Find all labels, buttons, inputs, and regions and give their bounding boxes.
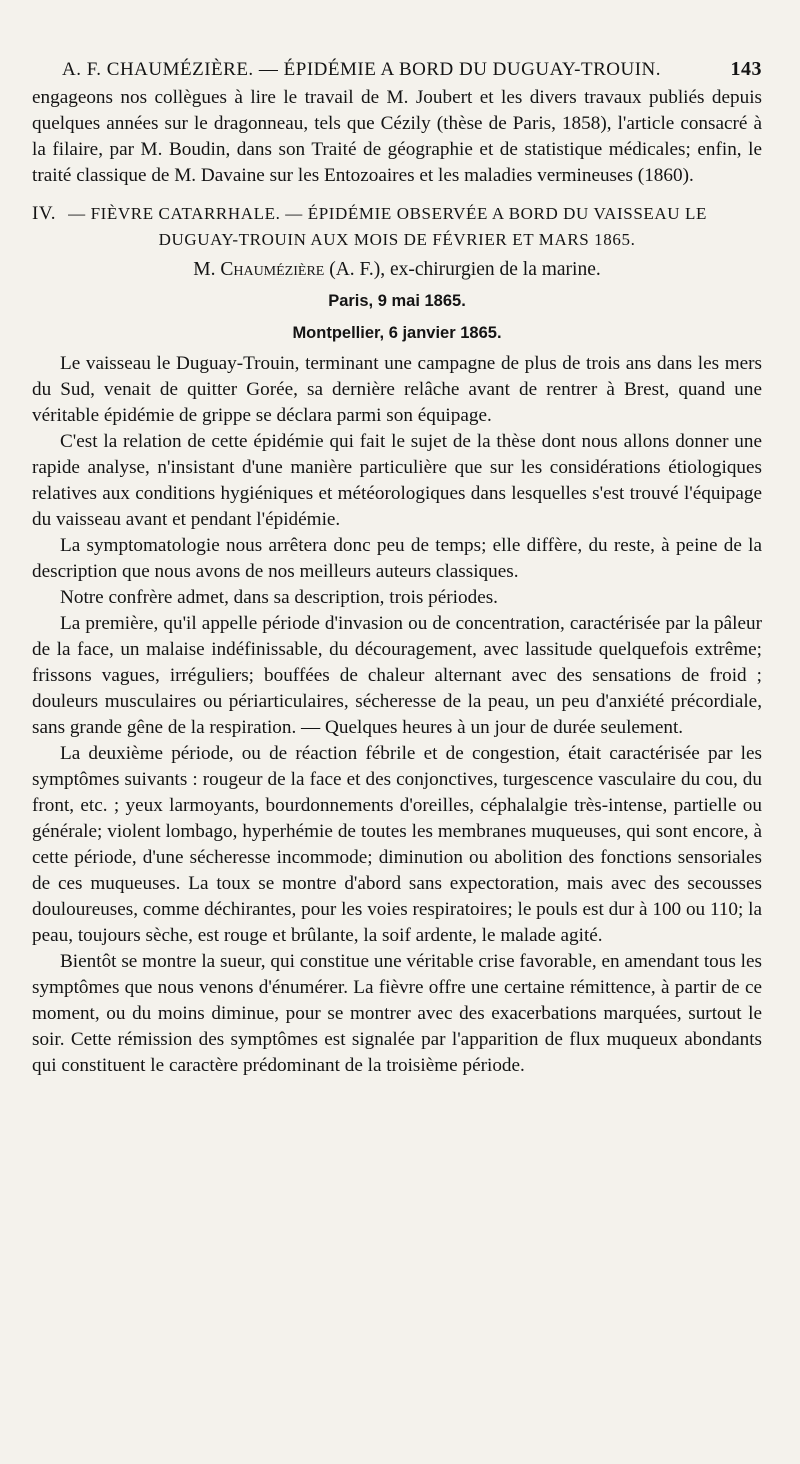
place-date-paris: Paris, 9 mai 1865. — [328, 292, 466, 310]
author-name: Chaumézière — [220, 259, 325, 280]
place-date-montpellier: Montpellier, 6 janvier 1865. — [292, 324, 502, 342]
section-heading — [32, 201, 762, 253]
paragraph-2: C'est la relation de cette épidémie qui fait le sujet de la thèse dont nous allons donner une rapide analyse, n'insistant d'une manière particulière que sur les considérations étiologiques relatives aux conditions hygiéniques et météorologiques dans lesquelles s'est trouvé l'équipage du vaisseau avant et pendant l'épidémie. — [32, 431, 762, 530]
section-number: IV. — [32, 203, 57, 224]
paragraph-1: Le vaisseau le Duguay-Trouin, terminant une campagne de plus de trois ans dans les mers du Sud, venait de quitter Gorée, sa dernière relâche avant de rentrer à Brest, quand une véritable épidémie de grippe se déclara parmi son équipage. — [32, 353, 762, 426]
author-prefix: M. — [193, 259, 216, 280]
author-suffix: (A. F.), ex-chirurgien de la marine. — [329, 259, 601, 280]
running-header — [32, 58, 762, 81]
paragraph-4: Notre confrère admet, dans sa description, trois périodes. — [60, 587, 498, 608]
paragraph-6: La deuxième période, ou de réaction fébrile et de congestion, était caractérisée par les symptômes suivants : rougeur de la face et des conjonctives, turgescence vasculaire du cou, du front, etc. ; yeux larmoyants, bourdonnements d'oreilles, céphalalgie très-intense, partielle ou générale; violent lombago, hyperhémie de toutes les membranes muqueuses, qui sont encore, à cette période, d'une sécheresse incommode; diminution ou abolition des fonctions sensoriales de ces muqueuses. La toux se montre d'abord sans expectoration, mais avec des secousses douloureuses, comme déchirantes, pour les voies respiratoires; le pouls est dur à 100 ou 110; la peau, toujours sèche, est rouge et brûlante, la soif ardente, le malade agité. — [32, 743, 762, 946]
section-title-line-1: — FIÈVRE CATARRHALE. — ÉPIDÉMIE OBSERVÉE A BORD DU VAISSEAU LE — [68, 204, 707, 223]
page-number: 143 — [730, 58, 762, 80]
paragraph-3: La symptomatologie nous arrêtera donc peu de temps; elle diffère, du reste, à peine de la description que nous avons de nos meilleurs auteurs classiques. — [32, 535, 762, 582]
author-line — [32, 257, 762, 283]
section-title-line-2: DUGUAY-TROUIN AUX MOIS DE FÉVRIER ET MARS 1865. — [158, 230, 636, 249]
intro-paragraph: engageons nos collègues à lire le travail de M. Joubert et les divers travaux publiés depuis quelques années sur le dragonneau, tels que Cézily (thèse de Paris, 1858), l'article consacré à la filaire, par M. Boudin, dans son Traité de géographie et de statistique médicales; enfin, le traité classique de M. Davaine sur les Entozoaires et les maladies vermineuses (1860). — [32, 87, 762, 186]
running-title: A. F. CHAUMÉZIÈRE. — ÉPIDÉMIE A BORD DU DUGUAY-TROUIN. — [62, 59, 662, 80]
paragraph-7: Bientôt se montre la sueur, qui constitue une véritable crise favorable, en amendant tous les symptômes que nous venons d'énumérer. La fièvre offre une certaine rémittence, à partir de ce moment, ou du moins diminue, pour se montrer avec des exacerbations marquées, surtout le soir. Cette rémission des symptômes est signalée par l'apparition de flux muqueux abondants qui constituent le caractère prédominant de la troisième période. — [32, 951, 762, 1076]
body-text — [32, 351, 762, 1079]
paragraph-5: La première, qu'il appelle période d'invasion ou de concentration, caractérisée par la pâleur de la face, un malaise indéfinissable, du découragement, avec lassitude quelquefois extrême; frissons vagues, irréguliers; bouffées de chaleur alternant avec des sensations de froid ; douleurs musculaires ou périarticulaires, sécheresse de la peau, un peu d'anxiété précordiale, sans grande gêne de la respiration. — Quelques heures à un jour de durée seulement. — [32, 613, 762, 738]
